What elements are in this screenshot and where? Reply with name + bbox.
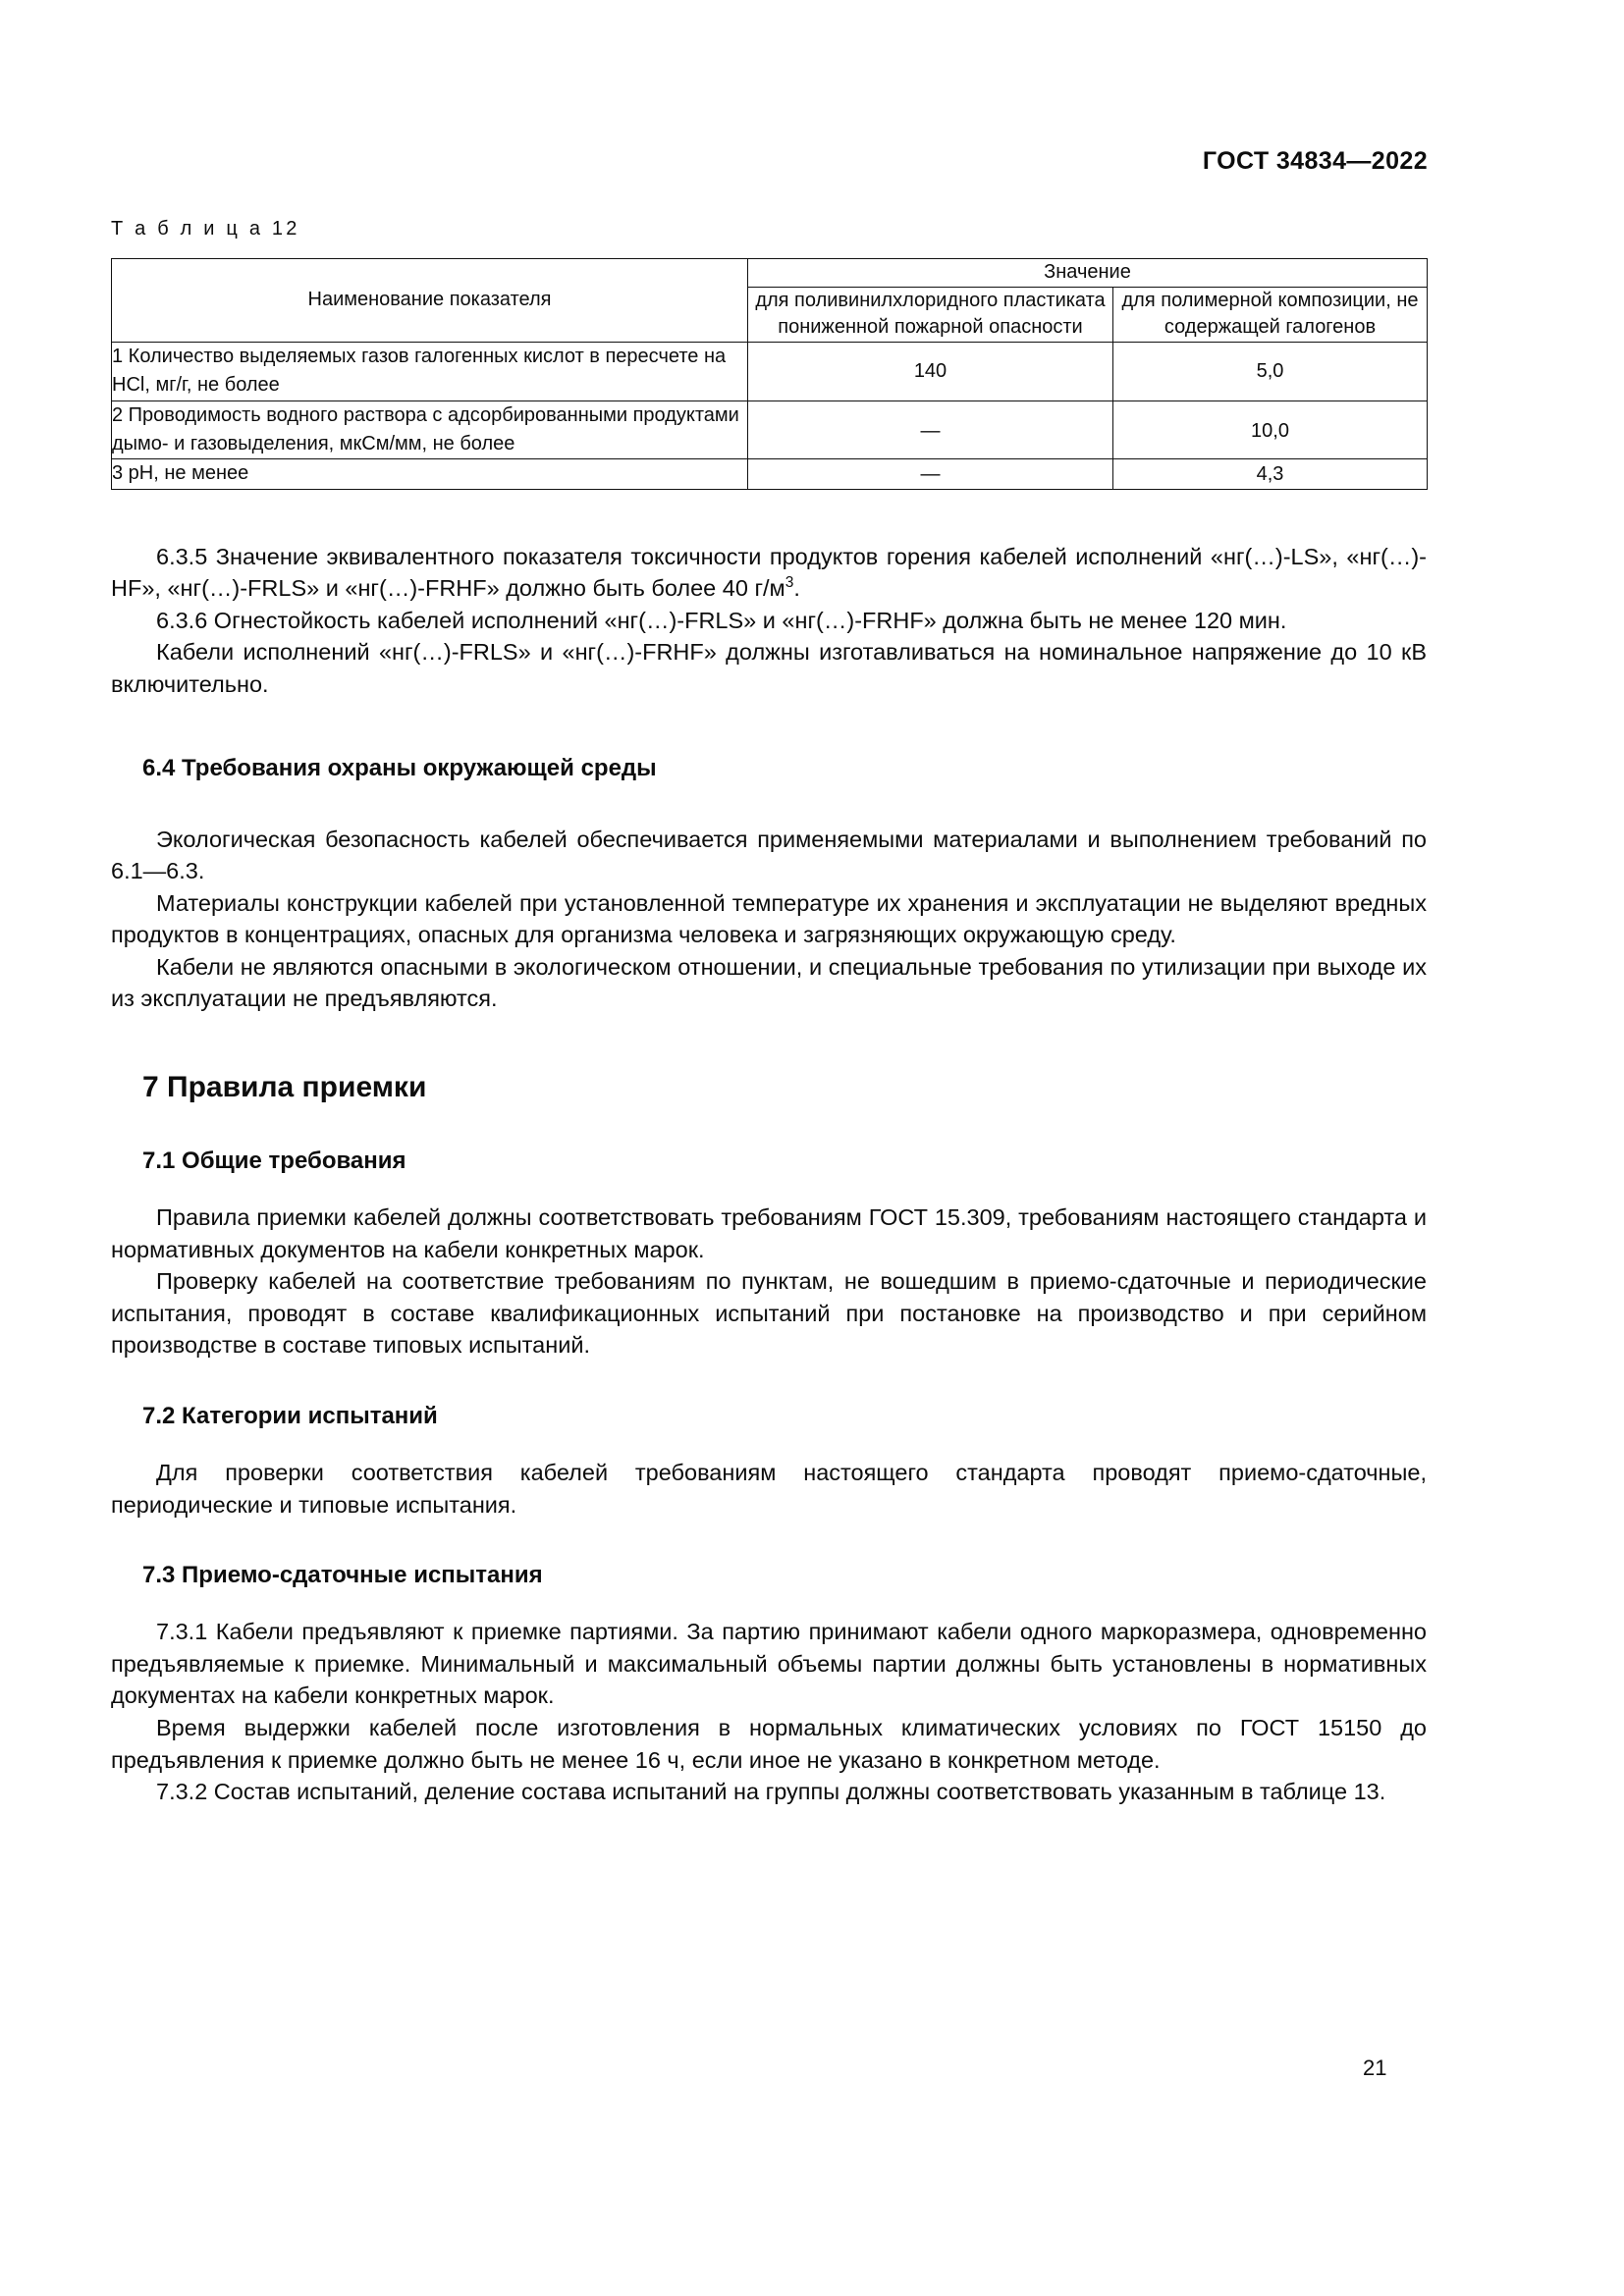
paragraph-7-2-a: Для проверки соответствия кабелей требованиям настоящего стандарта проводят приемо-сдаточные, периодические и типовые испытания. <box>111 1460 1427 1518</box>
table-caption: Т а б л и ц а 12 <box>111 218 300 240</box>
paragraph-6-4-b: Материалы конструкции кабелей при установленной температуре их хранения и эксплуатации не выделяют вредных продуктов в концентрациях, опасных для организма человека и загрязняющих окружающую среду. <box>111 889 1427 948</box>
paragraph-7-3-1-a: 7.3.1 Кабели предъявляют к приемке партиями. За партию принимают кабели одного маркоразмера, одновременно предъявляемые к приемке. Минимальный и максимальный объемы партии должны быть установлены в нормативных документах на кабели конкретных марок. <box>111 1619 1427 1709</box>
paragraph-6-3-5-text: 6.3.5 Значение эквивалентного показателя токсичности продуктов горения кабелей исполнений «нг(…)-LS», «нг(…)-HF», «нг(…)-FRLS» и «нг(…)-FRHF» должно быть более 40 г/м <box>111 543 1427 602</box>
row-label-1: 1 Количество выделяемых газов галогенных кислот в пересчете на HCl, мг/г, не более <box>112 342 748 400</box>
heading-7-3: 7.3 Приемо-сдаточные испытания <box>142 1562 543 1589</box>
paragraph-6-3-5 <box>111 541 1427 605</box>
spacer <box>111 1521 1427 1560</box>
row-value-1-pvc: 140 <box>748 342 1113 400</box>
paragraph-6-3-6: 6.3.6 Огнестойкость кабелей исполнений «нг(…)-FRLS» и «нг(…)-FRHF» должна быть не менее 120 мин. <box>156 607 1287 633</box>
table-header-row-1 <box>112 259 1428 288</box>
spacer <box>111 1362 1427 1401</box>
heading-7-1: 7.1 Общие требования <box>142 1147 406 1174</box>
spacer <box>111 1431 1427 1457</box>
row-value-1-halogen-free: 5,0 <box>1113 342 1428 400</box>
heading-6-4: 6.4 Требования охраны окружающей среды <box>142 755 657 782</box>
paragraph-7-1-b: Проверку кабелей на соответствие требованиям по пунктам, не вошедшим в приемо-сдаточные и периодические испытания, проводят в составе квалификационных испытаний при постановке на производство и при серийном производстве в составе типовых испытаний. <box>111 1268 1427 1359</box>
paragraph-6-3-5-superscript: 3 <box>785 574 794 592</box>
column-group-header-value: Значение <box>748 259 1428 288</box>
row-label-2: 2 Проводимость водного раствора с адсорбированными продуктами дымо- и газовыделения, мкСм/мм, не более <box>112 400 748 459</box>
table-row <box>112 400 1428 459</box>
table-body <box>112 342 1428 489</box>
table-12 <box>111 258 1428 490</box>
heading-7-2: 7.2 Категории испытаний <box>142 1402 438 1429</box>
column-header-halogen-free: для полимерной композиции, не содержащей галогенов <box>1113 287 1428 342</box>
page-number: 21 <box>1363 2056 1387 2080</box>
column-header-pvc: для поливинилхлоридного пластиката пониженной пожарной опасности <box>748 287 1113 342</box>
spacer <box>111 1015 1427 1068</box>
table-row <box>112 459 1428 489</box>
page-content <box>111 218 1427 1808</box>
spacer <box>111 1176 1427 1201</box>
spacer <box>111 1590 1427 1616</box>
table-head <box>112 259 1428 343</box>
spacer <box>111 1106 1427 1146</box>
spacer <box>111 784 1427 824</box>
paragraph-6-3-5-tail: . <box>793 575 800 602</box>
paragraph-6-4-a: Экологическая безопасность кабелей обеспечивается применяемыми материалами и выполнением требований по 6.1—6.3. <box>111 826 1427 884</box>
row-value-2-halogen-free: 10,0 <box>1113 400 1428 459</box>
paragraph-7-3-2: 7.3.2 Состав испытаний, деление состава испытаний на группы должны соответствовать указанным в таблице 13. <box>156 1779 1386 1805</box>
table-row <box>112 342 1428 400</box>
paragraph-7-1-a: Правила приемки кабелей должны соответствовать требованиям ГОСТ 15.309, требованиям настоящего стандарта и нормативных документов на кабели конкретных марок. <box>111 1204 1427 1262</box>
paragraph-6-3-6-continued: Кабели исполнений «нг(…)-FRLS» и «нг(…)-FRHF» должны изготавливаться на номинальное напряжение до 10 кВ включительно. <box>111 639 1427 697</box>
spacer <box>111 700 1427 753</box>
spacer <box>111 515 1427 541</box>
row-value-3-halogen-free: 4,3 <box>1113 459 1428 489</box>
row-label-3: 3 pH, не менее <box>112 459 748 489</box>
row-value-2-pvc: — <box>748 400 1113 459</box>
row-value-3-pvc: — <box>748 459 1113 489</box>
document-header-standard-number: ГОСТ 34834—2022 <box>1202 147 1428 175</box>
paragraph-7-3-1-b: Время выдержки кабелей после изготовления в нормальных климатических условиях по ГОСТ 15150 до предъявления к приемке должно быть не менее 16 ч, если иное не указано в конкретном методе. <box>111 1714 1427 1773</box>
column-header-indicator-name: Наименование показателя <box>112 259 748 343</box>
paragraph-6-4-c: Кабели не являются опасными в экологическом отношении, и специальные требования по утилизации при выходе их из эксплуатации не предъявляются. <box>111 953 1427 1012</box>
heading-section-7: 7 Правила приемки <box>142 1070 427 1103</box>
